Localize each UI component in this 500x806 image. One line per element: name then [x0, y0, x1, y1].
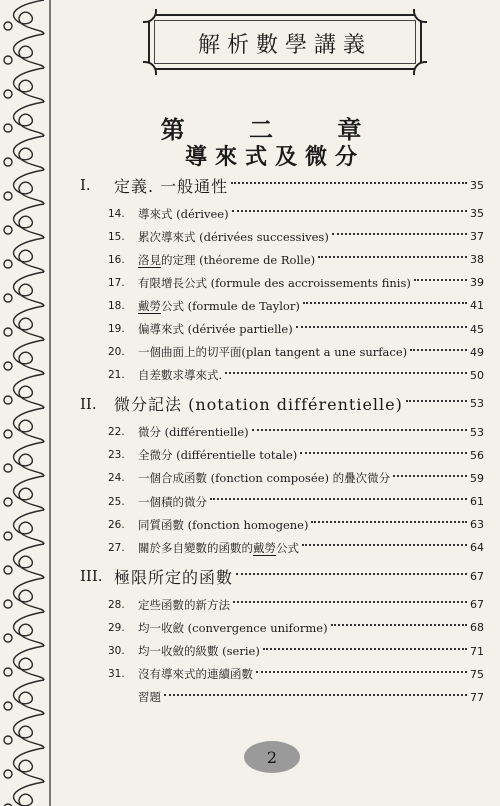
toc-entry[interactable]: [80, 248, 484, 271]
toc-entry[interactable]: [80, 593, 484, 616]
toc-entry[interactable]: [80, 317, 484, 340]
toc-number: I.: [80, 176, 91, 194]
toc-number: 27.: [108, 541, 125, 554]
table-of-contents: [80, 168, 484, 709]
toc-text: 全微分 (différentielle totale): [138, 448, 298, 463]
toc-page: 67: [470, 598, 484, 612]
toc-entry[interactable]: [80, 467, 484, 490]
dot-leader: [256, 670, 467, 673]
dot-leader: [303, 301, 467, 304]
dot-leader: [414, 278, 467, 281]
toc-text: 均一收斂的級數 (serie): [138, 644, 260, 659]
toc-number: 20.: [108, 346, 125, 359]
toc-number: 25.: [108, 495, 125, 508]
toc-entry[interactable]: [80, 640, 484, 663]
toc-page: 56: [470, 448, 484, 462]
toc-page: 38: [470, 253, 484, 267]
toc-number: 28.: [108, 598, 125, 611]
toc-text-post: 公式: [276, 540, 299, 555]
toc-text: [138, 298, 300, 314]
page-number-badge: [244, 741, 300, 773]
page: [60, 0, 490, 806]
toc-text: 偏導來式 (dérivée partielle): [138, 322, 293, 337]
toc-number: II.: [80, 394, 97, 413]
header-frame: [148, 14, 422, 70]
dot-leader: [252, 428, 467, 431]
toc-page: 45: [470, 322, 484, 336]
toc-number: 21.: [108, 369, 125, 382]
toc-page: 68: [470, 621, 484, 635]
dot-leader: [225, 371, 467, 374]
dot-leader: [318, 255, 467, 258]
toc-number: 26.: [108, 518, 125, 531]
toc-page: 49: [470, 345, 484, 359]
toc-entry[interactable]: [80, 294, 484, 317]
toc-entry[interactable]: [80, 271, 484, 294]
toc-number: 31.: [108, 668, 125, 681]
toc-text: 極限所定的函數: [114, 567, 234, 587]
toc-number: 18.: [108, 299, 125, 312]
toc-text: 累次導來式 (dérivées successives): [138, 229, 329, 244]
toc-number: 16.: [108, 253, 125, 266]
toc-text-post: 的定理 (théoreme de Rolle): [161, 252, 316, 267]
dot-leader: [311, 520, 467, 523]
toc-entry[interactable]: [80, 686, 484, 709]
toc-number: III.: [80, 567, 103, 586]
toc-entry[interactable]: [80, 225, 484, 248]
toc-page: 53: [470, 425, 484, 439]
toc-text: 一個合成函數 (fonction composée) 的疊次微分: [138, 471, 391, 486]
toc-text: 同質函數 (fonction homogene): [138, 517, 309, 532]
toc-text-pre: 關於多自變數的函數的: [138, 540, 253, 555]
toc-entry[interactable]: [80, 513, 484, 536]
toc-section[interactable]: [80, 559, 484, 593]
toc-page: 35: [470, 207, 484, 221]
dot-leader: [332, 232, 467, 235]
toc-page: 41: [470, 299, 484, 313]
toc-text: 微分記法 (notation différentielle): [114, 395, 403, 415]
toc-text: 均一收斂 (convergence uniforme): [138, 620, 328, 635]
toc-entry[interactable]: [80, 341, 484, 364]
dot-leader: [331, 623, 467, 626]
toc-page: 50: [470, 368, 484, 382]
toc-text: 定義. 一般通性: [114, 176, 229, 196]
toc-page: 71: [470, 644, 484, 658]
toc-number: 30.: [108, 645, 125, 658]
toc-text: 習題: [138, 690, 161, 705]
toc-page: 64: [470, 541, 484, 555]
dot-leader: [231, 181, 467, 184]
toc-entry[interactable]: [80, 202, 484, 225]
toc-page: 39: [470, 276, 484, 290]
toc-number: 29.: [108, 621, 125, 634]
toc-text: [138, 540, 299, 556]
dot-leader: [410, 348, 467, 351]
toc-text: 一個曲面上的切平面(plan tangent a une surface): [138, 345, 408, 360]
toc-text: 有限增長公式 (formule des accroissements finis): [138, 275, 411, 290]
decorative-border: [0, 0, 56, 806]
toc-number: 14.: [108, 207, 125, 220]
toc-text-underlined-name: 戴勞: [253, 540, 276, 555]
toc-page: 37: [470, 230, 484, 244]
book-title: 解析數學講義: [197, 33, 372, 58]
toc-section[interactable]: [80, 387, 484, 421]
toc-text: 沒有導來式的連續函數: [138, 667, 253, 682]
toc-number: 19.: [108, 323, 125, 336]
toc-entry[interactable]: [80, 364, 484, 387]
toc-entry[interactable]: [80, 616, 484, 639]
chapter-title: 導來式及微分: [184, 144, 365, 170]
toc-page: 77: [470, 690, 484, 704]
toc-entry[interactable]: [80, 663, 484, 686]
dot-leader: [233, 600, 467, 603]
toc-page: 67: [470, 569, 484, 583]
toc-text-underlined-name: 洛見: [138, 252, 161, 267]
dot-leader: [302, 543, 467, 546]
toc-page: 59: [470, 471, 484, 485]
toc-text: [138, 252, 315, 268]
dot-leader: [296, 325, 467, 328]
toc-number: 22.: [108, 426, 125, 439]
dot-leader: [263, 647, 467, 650]
toc-text: 導來式 (dérivee): [138, 206, 229, 221]
dot-leader: [232, 209, 467, 212]
toc-number: 17.: [108, 276, 125, 289]
toc-entry[interactable]: [80, 421, 484, 444]
toc-number: 23.: [108, 449, 125, 462]
toc-number: 15.: [108, 230, 125, 243]
dot-leader: [236, 572, 467, 575]
toc-entry[interactable]: [80, 490, 484, 513]
page-number: 2: [266, 747, 278, 767]
toc-entry[interactable]: [80, 444, 484, 467]
toc-text: 自差數求導來式.: [138, 368, 223, 383]
toc-text-post: 公式 (formule de Taylor): [161, 298, 300, 313]
chapter-number: 第 二 章: [160, 115, 390, 144]
dot-leader: [406, 399, 467, 402]
toc-page: 75: [470, 667, 484, 681]
toc-text: 定些函數的新方法: [138, 597, 230, 612]
toc-page: 63: [470, 518, 484, 532]
dot-leader: [164, 693, 467, 696]
toc-text: 微分 (différentielle): [138, 425, 249, 440]
dot-leader: [300, 451, 467, 454]
toc-text-underlined-name: 戴勞: [138, 298, 161, 313]
toc-page: 61: [470, 495, 484, 509]
toc-page: 35: [470, 178, 484, 192]
dot-leader: [393, 474, 467, 477]
toc-text: 一個積的微分: [138, 494, 207, 509]
dot-leader: [210, 497, 467, 500]
toc-number: 24.: [108, 472, 125, 485]
toc-section[interactable]: [80, 168, 484, 202]
toc-page: 53: [470, 397, 484, 411]
toc-entry[interactable]: [80, 536, 484, 559]
